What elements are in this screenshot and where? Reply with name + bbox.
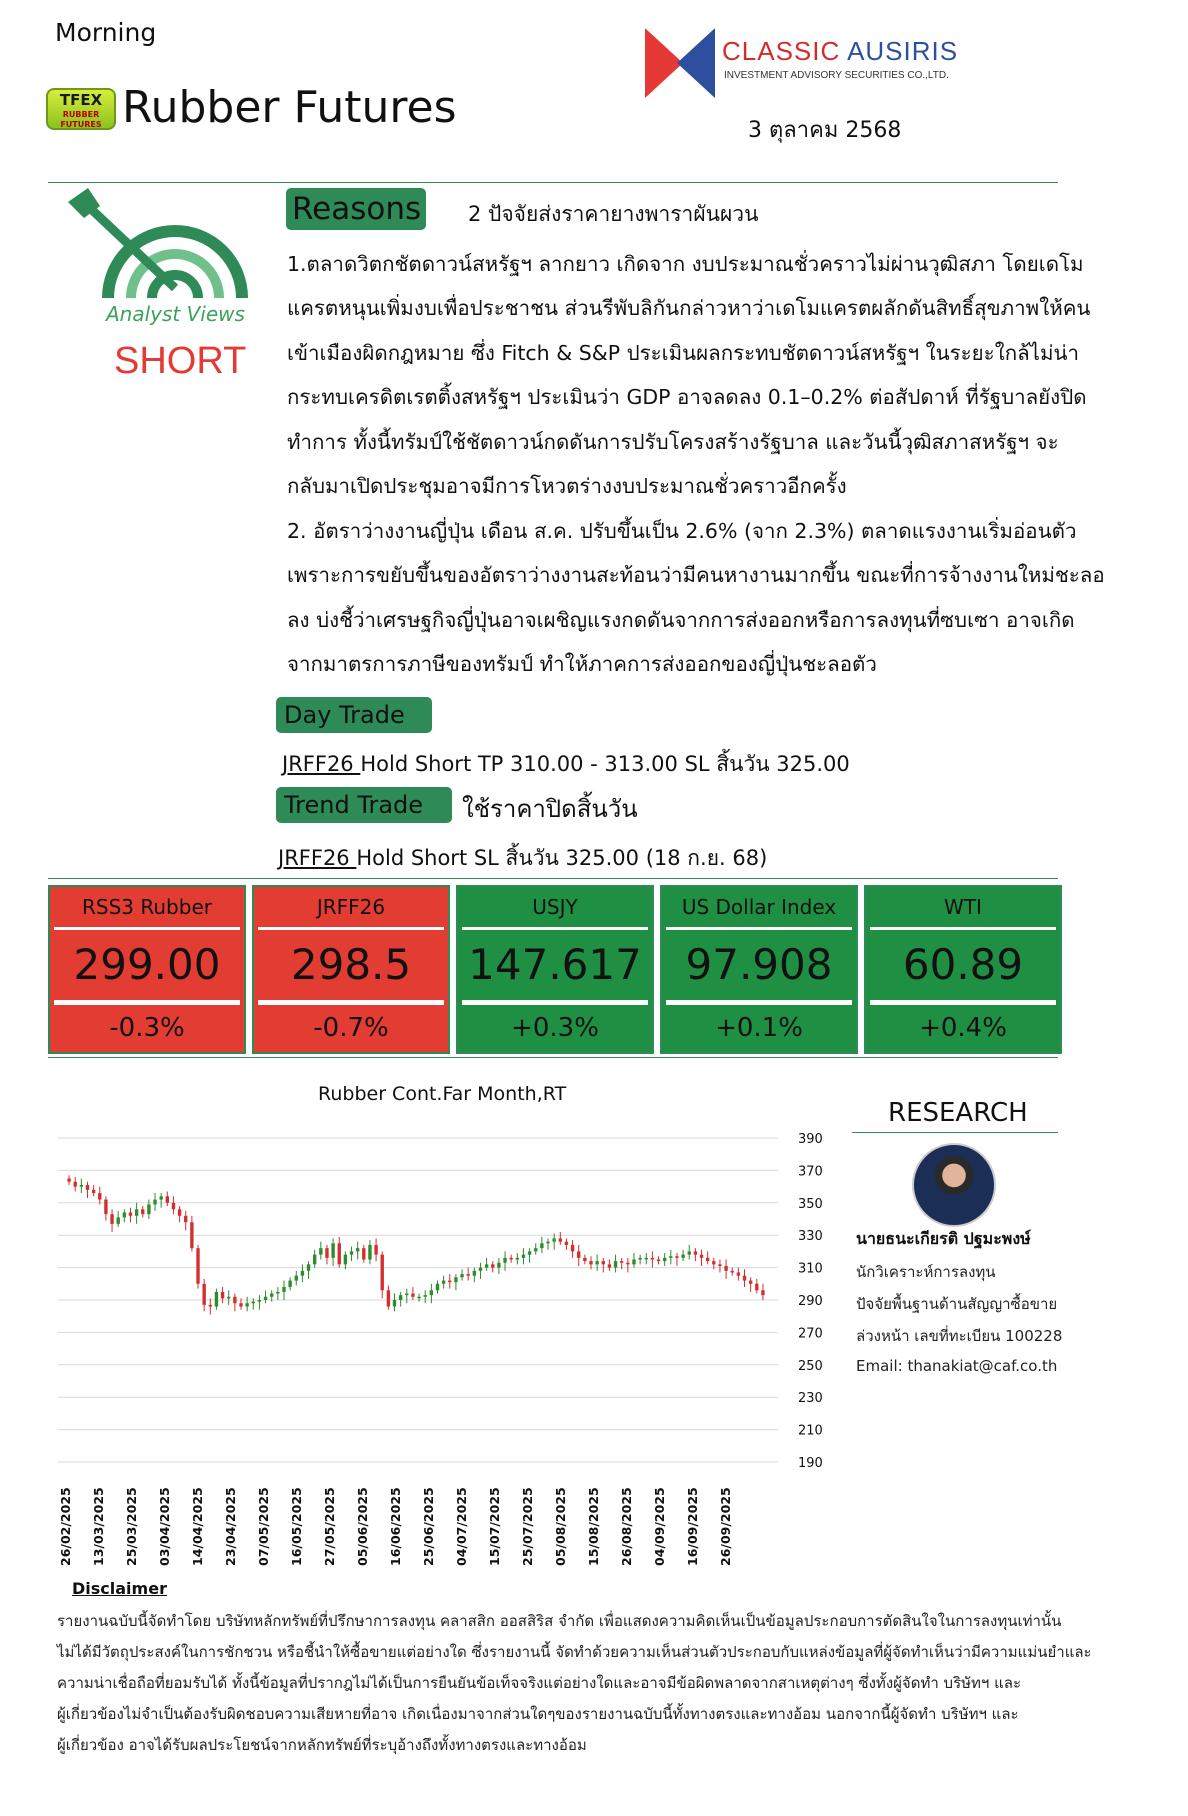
candle-body	[209, 1305, 212, 1307]
candle-body	[221, 1292, 224, 1298]
avatar	[912, 1143, 996, 1227]
candle-body	[307, 1264, 310, 1270]
x-tick-label: 26/08/2025	[619, 1487, 634, 1566]
analyst-name: นายธนะเกียรติ ปฐมะพงษ์	[856, 1229, 1031, 1248]
reasons-line: กระทบเครดิตเรตติ้งสหรัฐฯ ประเมินว่า GDP อาจลดลง 0.1–0.2% ต่อสัปดาห์ ที่รัฐบาลยังปิด	[287, 385, 1087, 409]
candle-body	[123, 1213, 126, 1218]
candle-body	[430, 1290, 433, 1295]
candle-body	[117, 1217, 120, 1223]
candle-body	[436, 1284, 439, 1290]
candle-body	[350, 1251, 353, 1254]
chart-title: Rubber Cont.Far Month,RT	[318, 1083, 567, 1105]
candle-body	[552, 1238, 555, 1241]
candle-body	[178, 1209, 181, 1215]
x-tick-label: 27/05/2025	[322, 1487, 337, 1566]
y-tick-label: 210	[798, 1423, 823, 1439]
candle-body	[663, 1258, 666, 1261]
day-trade-label: Day Trade	[276, 697, 432, 733]
candle-body	[454, 1277, 457, 1282]
candle-body	[110, 1214, 113, 1224]
candle-body	[632, 1260, 635, 1265]
candle-body	[196, 1248, 199, 1284]
candle-body	[534, 1248, 537, 1251]
x-tick-label: 16/06/2025	[388, 1487, 403, 1566]
candle-body	[565, 1242, 568, 1245]
y-tick-label: 390	[798, 1132, 823, 1147]
candle-body	[761, 1290, 764, 1295]
candle-body	[74, 1182, 77, 1187]
tfex-logo: TFEX RUBBER FUTURES	[46, 88, 116, 130]
x-tick-label: 25/06/2025	[421, 1487, 436, 1566]
disclaimer-heading: Disclaimer	[72, 1579, 167, 1598]
candle-body	[313, 1255, 316, 1265]
x-tick-label: 23/04/2025	[223, 1487, 238, 1566]
x-tick-label: 05/08/2025	[553, 1487, 568, 1566]
candle-body	[215, 1292, 218, 1307]
disclaimer-line: รายงานฉบับนี้จัดทำโดย บริษัทหลักทรัพย์ที่ปรึกษาการลงทุน คลาสสิก ออสสิริส จำกัด เพื่อแสดงความคิดเห็นเป็นข้อมูลประกอบการตัดสินใจในการลงทุนเท่านั้น	[57, 1612, 1062, 1630]
candle-body	[503, 1258, 506, 1263]
candle-body	[688, 1251, 691, 1254]
disclaimer-line: ผู้เกี่ยวข้องไม่จำเป็นต้องรับผิดชอบความเสียหายที่อาจ เกิดเนื่องมาจากส่วนใดๆของรายงานฉบับนี้ทั้งทางตรงและทางอ้อม นอกจากนี้ผู้จัดทำ บริษัทฯ และ	[57, 1705, 1019, 1723]
candle-body	[356, 1248, 359, 1251]
candle-body	[620, 1261, 623, 1263]
candle-body	[405, 1294, 408, 1296]
candle-body	[614, 1261, 617, 1267]
candle-body	[319, 1248, 322, 1254]
candle-body	[467, 1274, 470, 1276]
x-tick-label: 25/03/2025	[124, 1487, 139, 1566]
cards-top-divider	[48, 878, 1058, 879]
candle-body	[92, 1190, 95, 1193]
candle-body	[694, 1251, 697, 1254]
candle-body	[497, 1263, 500, 1268]
candle-body	[264, 1297, 267, 1300]
candle-body	[147, 1204, 150, 1214]
candle-body	[381, 1255, 384, 1291]
reasons-line: กลับมาเปิดประชุมอาจมีการโหวตร่างงบประมาณชั่วคราวอีกครั้ง	[287, 474, 847, 498]
candle-body	[473, 1271, 476, 1276]
header-divider	[48, 182, 1058, 183]
candle-body	[718, 1264, 721, 1266]
candle-body	[651, 1258, 654, 1260]
price-chart	[40, 1118, 830, 1568]
candle-body	[485, 1264, 488, 1267]
market-card-wti: WTI 60.89 +0.4%	[864, 885, 1062, 1054]
candle-body	[424, 1295, 427, 1297]
x-tick-label: 26/02/2025	[58, 1487, 73, 1566]
candle-body	[233, 1297, 236, 1303]
market-card-rss3: RSS3 Rubber 299.00 -0.3%	[48, 885, 246, 1054]
x-tick-label: 07/05/2025	[256, 1487, 271, 1566]
candle-body	[724, 1266, 727, 1271]
analyst-role: นักวิเคราะห์การลงทุน	[856, 1263, 996, 1281]
candle-body	[295, 1276, 298, 1281]
candle-body	[338, 1243, 341, 1264]
disclaimer-line: ความน่าเชื่อถือที่ยอมรับได้ ทั้งนี้ข้อมูลที่ปรากฎไม่ได้เป็นการยืนยันข้อเท็จจริงแต่อย่างใดและอาจมีข้อผิดพลาดจากสาเหตุต่างๆ ซึ่งทั้งผู้จัดทำ บริษัทฯ และ	[57, 1674, 1022, 1692]
research-heading: RESEARCH	[888, 1098, 1028, 1128]
y-tick-label: 230	[798, 1391, 823, 1407]
candle-body	[755, 1284, 758, 1290]
stance-label: SHORT	[114, 340, 247, 382]
x-tick-label: 15/08/2025	[586, 1487, 601, 1566]
candle-body	[331, 1243, 334, 1258]
candle-body	[129, 1213, 132, 1216]
reasons-line: แครตหนุนเพิ่มงบเพื่อประชาชน ส่วนรีพับลิกันกล่าวหาว่าเดโมแครตผลักดันสิทธิ์สุขภาพให้คน	[287, 296, 1091, 320]
candle-body	[239, 1303, 242, 1306]
candle-body	[104, 1200, 107, 1215]
candle-body	[638, 1258, 641, 1260]
x-tick-label: 14/04/2025	[190, 1487, 205, 1566]
candle-body	[540, 1243, 543, 1248]
report-period: Morning	[55, 18, 157, 47]
candle-body	[190, 1222, 193, 1248]
candle-body	[282, 1287, 285, 1292]
report-date: 3 ตุลาคม 2568	[748, 118, 902, 143]
candle-body	[749, 1281, 752, 1284]
candle-body	[258, 1300, 261, 1302]
x-tick-label: 26/09/2025	[718, 1487, 733, 1566]
reasons-subtitle: 2 ปัจจัยส่งราคายางพาราผันผวน	[468, 202, 759, 226]
candle-body	[577, 1251, 580, 1257]
candle-body	[166, 1196, 169, 1202]
y-tick-label: 350	[798, 1196, 823, 1212]
y-tick-label: 190	[798, 1456, 823, 1471]
reasons-line: 2. อัตราว่างงานญี่ปุ่น เดือน ส.ค. ปรับขึ้นเป็น 2.6% (จาก 2.3%) ตลาดแรงงานเริ่มอ่อนตัว	[287, 519, 1077, 543]
company-logo	[645, 28, 715, 98]
candle-body	[80, 1185, 83, 1187]
candle-body	[374, 1245, 377, 1255]
candle-body	[675, 1256, 678, 1258]
disclaimer-line: ไม่ได้มีวัตถุประสงค์ในการชักชวน หรือชี้นำให้ซื้อขายแต่อย่างใด ซึ่งรายงานนี้ จัดทำด้วยความเห็นส่วนตัวประกอบกับแหล่งข้อมูลที่ผู้จัดทำเห็นว่ามีความแม่นยำและ	[57, 1643, 1092, 1661]
candle-body	[67, 1179, 70, 1182]
candle-body	[595, 1261, 598, 1264]
market-card-jrff26: JRFF26 298.5 -0.7%	[252, 885, 450, 1054]
candle-body	[645, 1258, 648, 1260]
candle-body	[399, 1295, 402, 1300]
candle-body	[522, 1255, 525, 1258]
analyst-license: ล่วงหน้า เลขที่ทะเบียน 100228	[856, 1327, 1063, 1345]
candle-body	[227, 1297, 230, 1299]
x-tick-label: 25/07/2025	[520, 1487, 535, 1566]
candle-body	[135, 1209, 138, 1215]
candle-body	[245, 1303, 248, 1306]
candle-body	[202, 1284, 205, 1305]
x-tick-label: 04/07/2025	[454, 1487, 469, 1566]
candle-body	[86, 1185, 89, 1190]
x-tick-label: 15/07/2025	[487, 1487, 502, 1566]
analyst-views-label: Analyst Views	[106, 302, 245, 326]
candle-body	[417, 1297, 420, 1299]
y-tick-label: 270	[798, 1326, 823, 1342]
disclaimer-line: ผู้เกี่ยวข้อง อาจได้รับผลประโยชน์จากหลักทรัพย์ที่ระบุอ้างถึงทั้งทางตรงและทางอ้อม	[57, 1736, 587, 1754]
reasons-line: 1.ตลาดวิตกชัตดาวน์สหรัฐฯ ลากยาว เกิดจาก งบประมาณชั่วคราวไม่ผ่านวุฒิสภา โดยเดโม	[287, 252, 1084, 276]
candle-body	[362, 1248, 365, 1259]
candle-body	[589, 1261, 592, 1264]
market-card-dollar-index: US Dollar Index 97.908 +0.1%	[660, 885, 858, 1054]
candle-body	[270, 1294, 273, 1297]
reasons-label: Reasons	[286, 188, 426, 230]
candle-body	[344, 1255, 347, 1265]
candle-body	[559, 1238, 562, 1241]
candle-body	[479, 1268, 482, 1271]
reasons-line: เพราะการขยับขึ้นของอัตราว่างงานสะท้อนว่ามีคนหางานมากขึ้น ขณะที่การจ้างงานใหม่ชะลอ	[287, 563, 1105, 587]
candle-body	[509, 1258, 512, 1260]
candle-body	[737, 1272, 740, 1275]
x-tick-label: 13/03/2025	[91, 1487, 106, 1566]
trend-trade-note: ใช้ราคาปิดสิ้นวัน	[462, 795, 638, 823]
y-tick-label: 330	[798, 1229, 823, 1245]
reasons-line: จากมาตรการภาษีของทรัมป์ ทำให้ภาคการส่งออกของญี่ปุ่นชะลอตัว	[287, 652, 877, 676]
candle-body	[184, 1216, 187, 1222]
candle-body	[153, 1200, 156, 1205]
y-tick-label: 310	[798, 1261, 823, 1277]
y-tick-label: 250	[798, 1358, 823, 1374]
candle-body	[288, 1281, 291, 1287]
analyst-email[interactable]: Email: thanakiat@caf.co.th	[856, 1357, 1058, 1375]
candle-body	[528, 1251, 531, 1254]
candle-body	[141, 1209, 144, 1214]
candle-body	[252, 1302, 255, 1304]
candle-body	[98, 1193, 101, 1199]
candle-body	[159, 1196, 162, 1199]
candle-body	[276, 1292, 279, 1294]
x-tick-label: 03/04/2025	[157, 1487, 172, 1566]
company-name: CLASSIC AUSIRIS	[722, 36, 959, 66]
candle-body	[516, 1258, 519, 1260]
candle-body	[491, 1264, 494, 1267]
candle-body	[681, 1255, 684, 1258]
candle-body	[712, 1261, 715, 1264]
y-tick-label: 290	[798, 1294, 823, 1309]
candle-body	[546, 1242, 549, 1244]
candle-body	[626, 1263, 629, 1265]
candle-body	[583, 1258, 586, 1261]
x-tick-label: 04/09/2025	[652, 1487, 667, 1566]
candle-body	[706, 1258, 709, 1261]
candle-body	[669, 1256, 672, 1258]
x-tick-label: 05/06/2025	[355, 1487, 370, 1566]
candle-body	[743, 1276, 746, 1281]
day-trade-recommendation: JRFF26 Hold Short TP 310.00 - 313.00 SL สิ้นวัน 325.00	[282, 752, 850, 776]
x-tick-label: 16/09/2025	[685, 1487, 700, 1566]
reasons-line: เข้าเมืองผิดกฎหมาย ซึ่ง Fitch & S&P ประเมินผลกระทบชัตดาวน์สหรัฐฯ ในระยะใกล้ไม่น่า	[287, 341, 1080, 365]
candle-body	[301, 1271, 304, 1276]
analyst-desc: ปัจจัยพื้นฐานด้านสัญญาซื้อขาย	[856, 1295, 1058, 1313]
x-tick-label: 16/05/2025	[289, 1487, 304, 1566]
candle-body	[393, 1300, 396, 1306]
page-title: Rubber Futures	[122, 82, 457, 133]
candle-body	[172, 1203, 175, 1209]
candle-body	[608, 1264, 611, 1267]
candle-body	[571, 1245, 574, 1251]
research-divider	[852, 1132, 1058, 1133]
y-tick-label: 370	[798, 1164, 823, 1180]
reasons-line: ลง บ่งชี้ว่าเศรษฐกิจญี่ปุ่นอาจเผชิญแรงกดดันจากการส่งออกหรือการลงทุนที่ซบเซา อาจเกิด	[287, 608, 1075, 632]
company-subtitle: INVESTMENT ADVISORY SECURITIES CO.,LTD.	[724, 70, 949, 81]
candle-body	[460, 1274, 463, 1277]
candle-body	[731, 1271, 734, 1273]
candle-body	[411, 1294, 414, 1297]
reasons-line: ทำการ ทั้งนี้ทรัมป์ใช้ชัตดาวน์กดดันการปรับโครงสร้างรัฐบาล และวันนี้วุฒิสภาสหรัฐฯ จะ	[287, 430, 1059, 454]
cards-bottom-divider	[48, 1057, 1058, 1058]
trend-trade-label: Trend Trade	[276, 787, 452, 823]
market-card-usjy: USJY 147.617 +0.3%	[456, 885, 654, 1054]
candle-body	[602, 1261, 605, 1264]
candle-body	[700, 1255, 703, 1258]
candle-body	[325, 1248, 328, 1258]
candle-body	[448, 1281, 451, 1283]
candle-body	[657, 1260, 660, 1262]
candle-body	[387, 1290, 390, 1306]
trend-trade-recommendation: JRFF26 Hold Short SL สิ้นวัน 325.00 (18 ก.ย. 68)	[278, 846, 768, 870]
candle-body	[368, 1245, 371, 1260]
candle-body	[442, 1281, 445, 1284]
